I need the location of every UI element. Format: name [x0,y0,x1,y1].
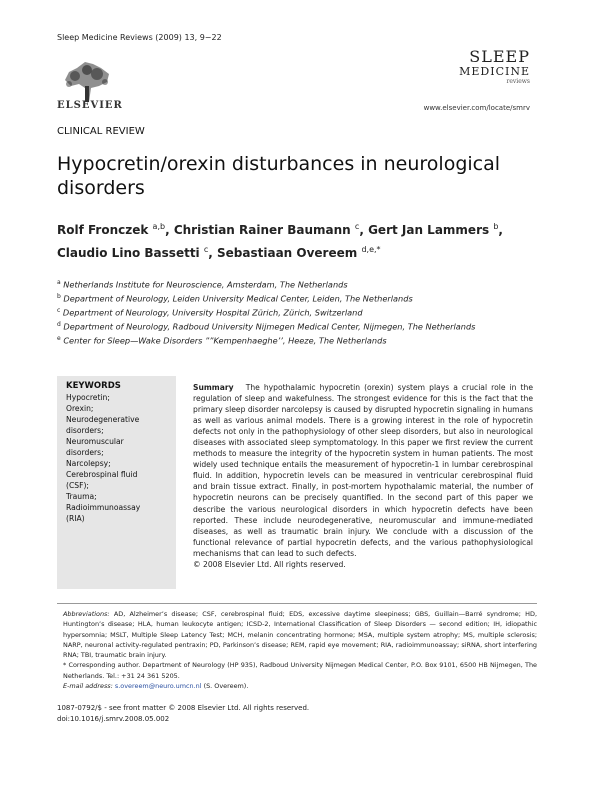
brand-line-3: reviews [506,78,530,85]
affiliation-text: Center for Sleep—Wake Disorders ””Kempenhaeghe’’, Heeze, The Netherlands [63,335,387,346]
keyword-item: Hypocretin; [66,393,110,402]
author-list [57,217,537,263]
journal-brand [459,49,530,86]
email-footnote [57,681,537,691]
abstract-text: The hypothalamic hypocretin (orexin) system plays a crucial role in the regulation of sleep and wakefulness. The strongest evidence for this is the fact that the primary sleep disorder narcolepsy is caused by disrupted hypocretin signaling in humans as well as various animal models. There is a growing interest in the role of hypocretin defects not only in the pathophysiology of other sleep disorders, but also in neurological diseases with associated sleep symptomatology. In this paper we first review the current methods to measure the integrity of the hypocretin system in human patients. The most widely used technique entails the measurement of hypocretin-1 in lumbar cerebrospinal fluid. In addition, hypocretin levels can be measured in ventricular cerebrospinal fluid and brain tissue extract. Finally, in post-mortem hypothalamic material, the number of hypocretin neurons can be precisely quantified. In the second part of this paper we describe the various neurological disorders in which hypocretin defects have been reported. These include neurodegenerative, neuromuscular and immune-mediated diseases, as well as traumatic brain injury. We conclude with a discussion of the functional relevance of partial hypocretin defects, and the various pathophysiological mechanisms that can lead to such defects. [193,383,533,558]
keyword-item: Neuromuscular [66,437,124,446]
email-suffix: (S. Overeem). [203,682,249,691]
keyword-item: disorders; [66,426,104,435]
affiliation-marker: b [57,293,61,301]
footnotes [57,609,537,691]
affiliation-text: Department of Neurology, Leiden University Medical Center, Leiden, The Netherlands [63,293,413,304]
issn-line: 1087-0792/$ - see front matter © 2008 Elsevier Ltd. All rights reserved. [57,704,310,712]
affiliation-marker: a [57,279,61,286]
author-separator: , [498,223,503,237]
doi-line: doi:10.1016/j.smrv.2008.05.002 [57,715,170,723]
author-name: Rolf Fronczek [57,223,149,237]
keyword-item: disorders; [66,448,104,457]
affiliation [57,277,517,291]
affiliation [57,333,517,347]
author-name: Gert Jan Lammers [368,223,490,237]
keyword-item: Trauma; [66,492,97,501]
abbreviations-footnote [57,609,537,660]
footnote-divider [57,603,537,604]
front-matter [57,703,309,725]
journal-url-link[interactable]: www.elsevier.com/locate/smrv [423,104,530,112]
keyword-item: Radioimmunoassay [66,503,141,512]
author-affil-marker: d,e,* [361,245,381,254]
keywords-heading: KEYWORDS [66,381,121,391]
brand-line-1: SLEEP [469,47,530,66]
author-affil-marker: a,b [152,222,166,231]
section-label: CLINICAL REVIEW [57,126,145,137]
affiliation-text: Department of Neurology, Radboud University Nijmegen Medical Center, Nijmegen, The Netherlands [63,321,476,332]
keyword-item: Neurodegenerative [66,415,140,424]
corresponding-author-footnote: * Corresponding author. Department of Neurology (HP 935), Radboud University Nijmegen Medical Center, P.O. Box 9101, 6500 HB Nijmegen, The Netherlands. Tel.: +31 24 361 5205. [63,661,537,680]
affiliation-text: Netherlands Institute for Neuroscience, Amsterdam, The Netherlands [63,279,348,290]
keywords-box [57,376,176,589]
author-affil-marker: c [354,222,360,231]
abbreviations-label: Abbreviations: [63,610,110,618]
affiliation [57,305,517,319]
article-title: Hypocretin/orexin disturbances in neurological disorders [57,153,501,199]
author-name: Sebastiaan Overeem [217,246,358,260]
publisher-name: ELSEVIER [57,100,123,111]
affiliation [57,291,517,305]
abstract [193,382,533,570]
keyword-item: (CSF); [66,481,89,490]
author-name: Claudio Lino Bassetti [57,246,200,260]
affiliation [57,319,517,333]
email-link[interactable]: s.overeem@neuro.umcn.nl [114,682,202,691]
brand-line-2: MEDICINE [459,65,530,78]
abbreviations-text: AD, Alzheimer’s disease; CSF, cerebrospinal fluid; EDS, excessive daytime sleepiness; GBS, Guillain—Barré syndrome; HD, Huntington’s disease; HLA, human leukocyte antigen; ICSD-2, International Classification of Sleep Disorders — second edition; IH, idiopathic hypersomnia; MSLT, Multiple Sleep Latency Test; MCH, melanin concentrating hormone; MSA, multiple system atrophy; MS, multiple sclerosis; NARP, neuronal activity-regulated pentraxin; PD, Parkinson’s disease; REM, rapid eye movement; RIA, radioimmunoassay; siRNA, short interfering RNA; TBI, traumatic brain injury. [63,610,538,660]
author-separator: , [359,223,369,237]
copyright: © 2008 Elsevier Ltd. All rights reserved. [193,559,346,569]
abstract-label: Summary [193,383,234,392]
author-name: Christian Rainer Baumann [173,223,351,237]
keyword-item: Orexin; [66,404,94,413]
affiliation-text: Department of Neurology, University Hospital Zürich, Zürich, Switzerland [62,307,363,318]
author-affil-marker: c [203,245,209,254]
keyword-item: Narcolepsy; [66,459,111,468]
affiliation-marker: d [57,321,61,329]
affiliations [57,277,517,347]
affiliation-marker: c [57,307,61,315]
email-label: E-mail address: [63,682,113,691]
author-separator: , [208,246,218,260]
keyword-item: Cerebrospinal fluid [66,470,138,479]
author-affil-marker: b [493,222,499,231]
affiliation-marker: e [57,335,61,343]
author-separator: , [165,223,174,237]
journal-reference: Sleep Medicine Reviews (2009) 13, 9−22 [57,33,222,42]
keyword-item: (RIA) [66,514,85,523]
